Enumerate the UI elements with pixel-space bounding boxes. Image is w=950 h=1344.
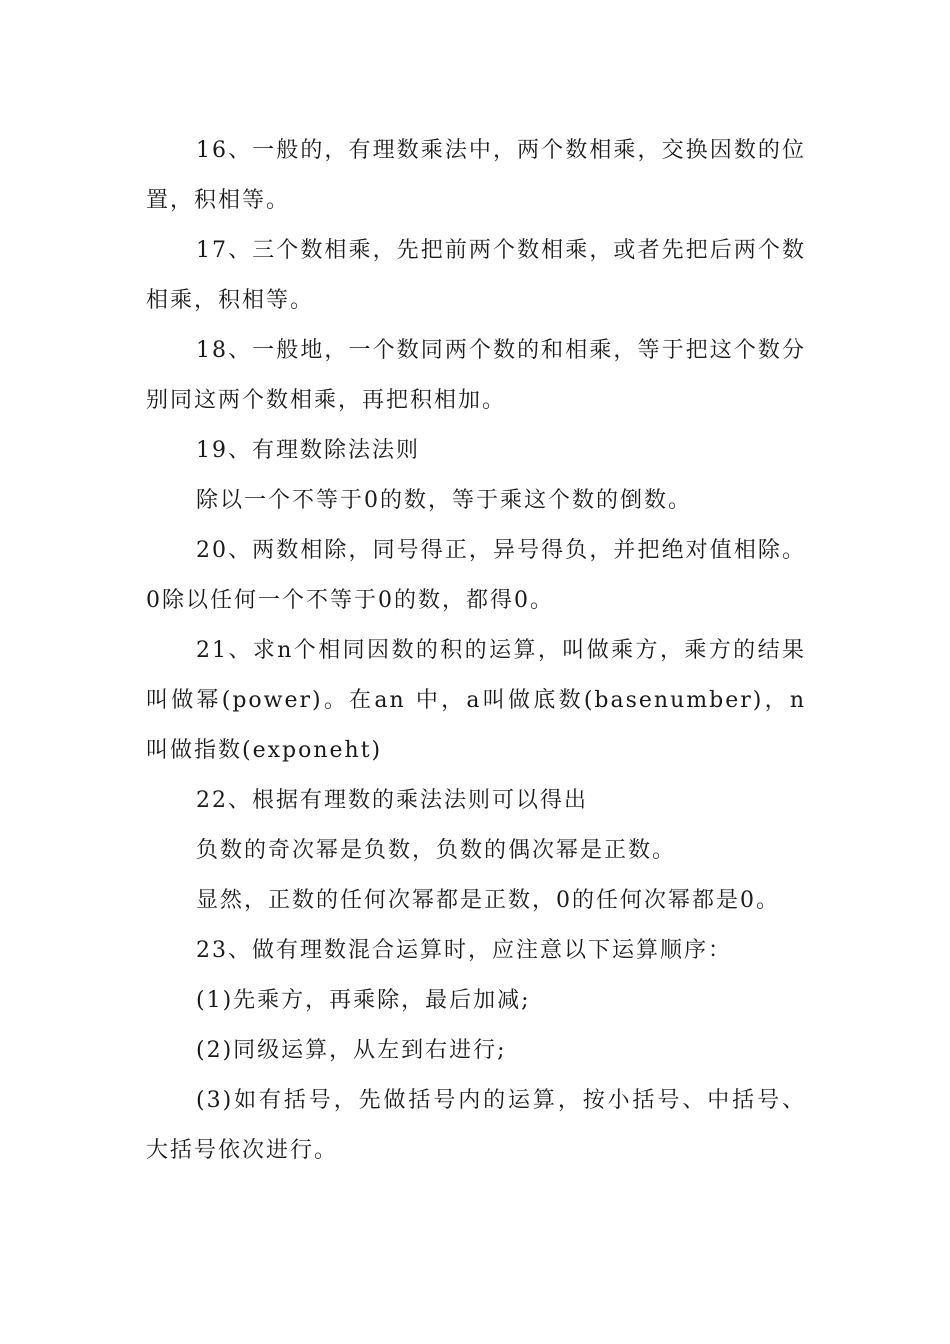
paragraph-20: 20、两数相除，同号得正，异号得负，并把绝对值相除。0除以任何一个不等于0的数，都得0。 [146,538,806,613]
paragraph-23-step-2: (2)同级运算，从左到右进行; [196,1038,507,1063]
document-body [146,126,806,1176]
paragraph-22-rule: 负数的奇次幂是负数，负数的偶次幂是正数。 [196,838,677,863]
paragraph-17: 17、三个数相乘，先把前两个数相乘，或者先把后两个数相乘，积相等。 [146,238,806,313]
paragraph-21: 21、求n个相同因数的积的运算，叫做乘方，乘方的结果叫做幂(power)。在an 中，a叫做底数(basenumber)，n叫做指数(exponeht) [146,638,806,763]
paragraph-23-step-1: (1)先乘方，再乘除，最后加减; [196,988,531,1013]
paragraph-23-heading: 23、做有理数混合运算时，应注意以下运算顺序： [196,938,732,963]
paragraph-22-heading: 22、根据有理数的乘法法则可以得出 [196,788,588,813]
paragraph-18: 18、一般地，一个数同两个数的和相乘，等于把这个数分别同这两个数相乘，再把积相加。 [146,338,806,413]
paragraph-23-step-3: (3)如有括号，先做括号内的运算，按小括号、中括号、大括号依次进行。 [146,1088,806,1163]
paragraph-22-note: 显然，正数的任何次幂都是正数，0的任何次幂都是0。 [196,888,780,913]
paragraph-16: 16、一般的，有理数乘法中，两个数相乘，交换因数的位置，积相等。 [146,138,806,213]
paragraph-19-heading: 19、有理数除法法则 [196,438,420,463]
paragraph-19-rule: 除以一个不等于0的数，等于乘这个数的倒数。 [196,488,692,513]
